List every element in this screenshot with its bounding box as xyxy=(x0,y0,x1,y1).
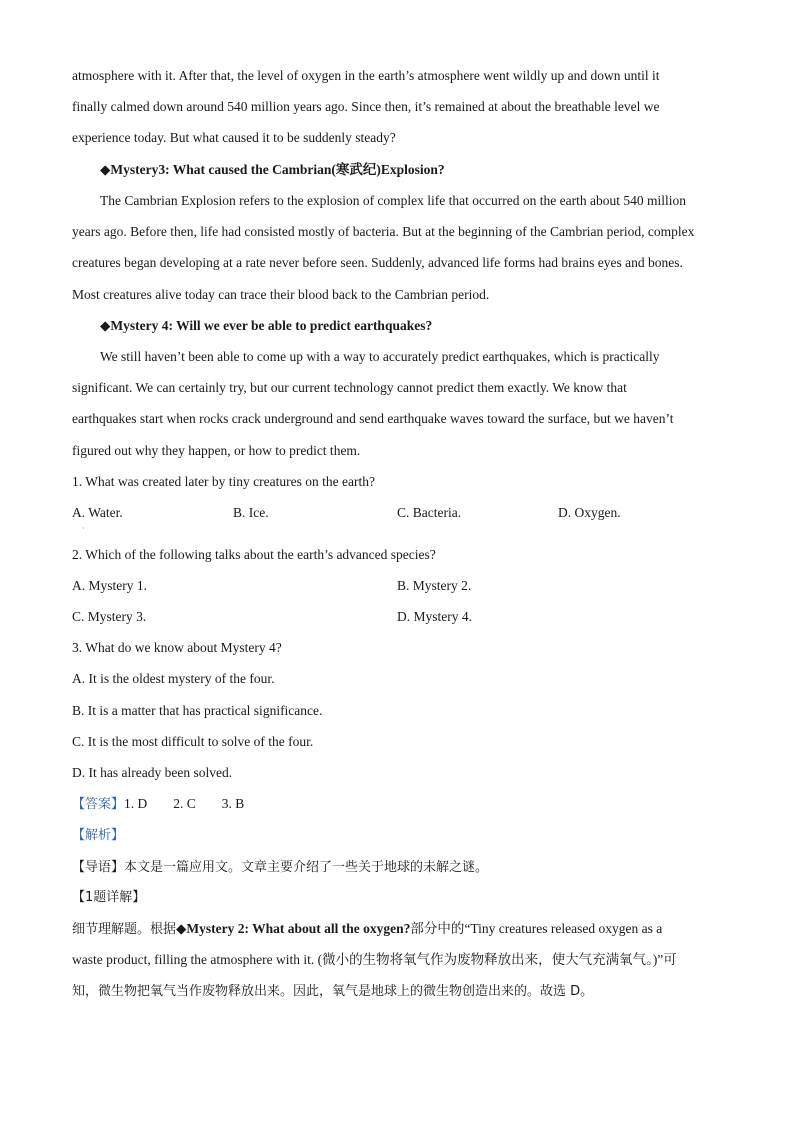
question-2-option-a: A. Mystery 1. xyxy=(72,578,147,593)
mystery3-body-line-4: Most creatures alive today can trace their blood back to the Cambrian period. xyxy=(72,287,490,302)
passage-intro-line-3: experience today. But what caused it to be suddenly steady? xyxy=(72,130,396,145)
q1-detail-line-1 xyxy=(72,920,732,939)
passage-intro-line-2: finally calmed down around 540 million years ago. Since then, it’s remained at about the breathable level we xyxy=(72,99,660,114)
q1-detail-prefix: 细节理解题。根据 xyxy=(72,922,177,937)
answer-2: 2. C xyxy=(173,796,196,811)
answer-line xyxy=(72,795,732,814)
question-2-option-d: D. Mystery 4. xyxy=(397,609,472,624)
question-3-option-d: D. It has already been solved. xyxy=(72,765,233,780)
question-1-option-c: C. Bacteria. xyxy=(397,505,462,520)
question-1-option-d: D. Oxygen. xyxy=(558,505,621,520)
guide-label: 【导语】 xyxy=(72,860,125,875)
mystery4-body-line-1: We still haven’t been able to come up with a way to accurately predict earthquakes, which is practically xyxy=(100,349,660,364)
question-3-stem: 3. What do we know about Mystery 4? xyxy=(72,640,282,655)
mystery3-body-line-3: creatures began developing at a rate never before seen. Suddenly, advanced life forms had brains eyes and bones. xyxy=(72,255,683,270)
answer-3: 3. B xyxy=(221,796,245,811)
passage-intro-line-1: atmosphere with it. After that, the level of oxygen in the earth’s atmosphere went wildly up and down until it xyxy=(72,68,660,83)
q1-detail-suffix: 部分中的“Tiny creatures released oxygen as a xyxy=(410,921,663,936)
guide-line xyxy=(72,858,732,877)
stray-dot-mark: · xyxy=(82,524,85,533)
question-1-option-b: B. Ice. xyxy=(233,505,269,520)
question-3-option-a: A. It is the oldest mystery of the four. xyxy=(72,671,275,686)
question-2-option-b: B. Mystery 2. xyxy=(397,578,472,593)
q1-detail-line-3: 知，微生物把氧气当作废物释放出来。因此，氧气是地球上的微生物创造出来的。故选 D。 xyxy=(72,984,594,999)
question-1-option-a: A. Water. xyxy=(72,505,123,520)
mystery3-body-line-2: years ago. Before then, life had consisted mostly of bacteria. But at the beginning of the Cambrian period, complex xyxy=(72,224,695,239)
q1-detail-label: 【1题详解】 xyxy=(72,890,146,905)
question-2-stem: 2. Which of the following talks about the earth’s advanced species? xyxy=(72,547,436,562)
mystery4-body-line-3: earthquakes start when rocks crack underground and send earthquake waves toward the surface, but we haven’t xyxy=(72,411,674,426)
question-1-stem: 1. What was created later by tiny creatures on the earth? xyxy=(72,474,375,489)
mystery4-body-line-2: significant. We can certainly try, but our current technology cannot predict them exactly. We know that xyxy=(72,380,627,395)
mystery4-heading: ◆Mystery 4: Will we ever be able to predict earthquakes? xyxy=(100,318,433,333)
q1-detail-bold-ref: ◆Mystery 2: What about all the oxygen? xyxy=(176,921,411,936)
mystery3-heading: ◆Mystery3: What caused the Cambrian(寒武纪)Explosion? xyxy=(100,162,445,177)
answer-1: 1. D xyxy=(124,796,148,811)
question-2-option-c: C. Mystery 3. xyxy=(72,609,147,624)
mystery4-body-line-4: figured out why they happen, or how to predict them. xyxy=(72,443,361,458)
question-3-option-c: C. It is the most difficult to solve of the four. xyxy=(72,734,314,749)
guide-text: 本文是一篇应用文。文章主要介绍了一些关于地球的未解之谜。 xyxy=(124,860,489,875)
answer-label: 【答案】 xyxy=(72,797,125,812)
q1-detail-line-2: waste product, filling the atmosphere with it. (微小的生物将氧气作为废物释放出来，使大气充满氧气。)”可 xyxy=(72,952,677,967)
mystery3-body-line-1: The Cambrian Explosion refers to the explosion of complex life that occurred on the earth about 540 million xyxy=(100,193,686,208)
question-3-option-b: B. It is a matter that has practical significance. xyxy=(72,703,323,718)
analysis-label: 【解析】 xyxy=(72,828,125,843)
